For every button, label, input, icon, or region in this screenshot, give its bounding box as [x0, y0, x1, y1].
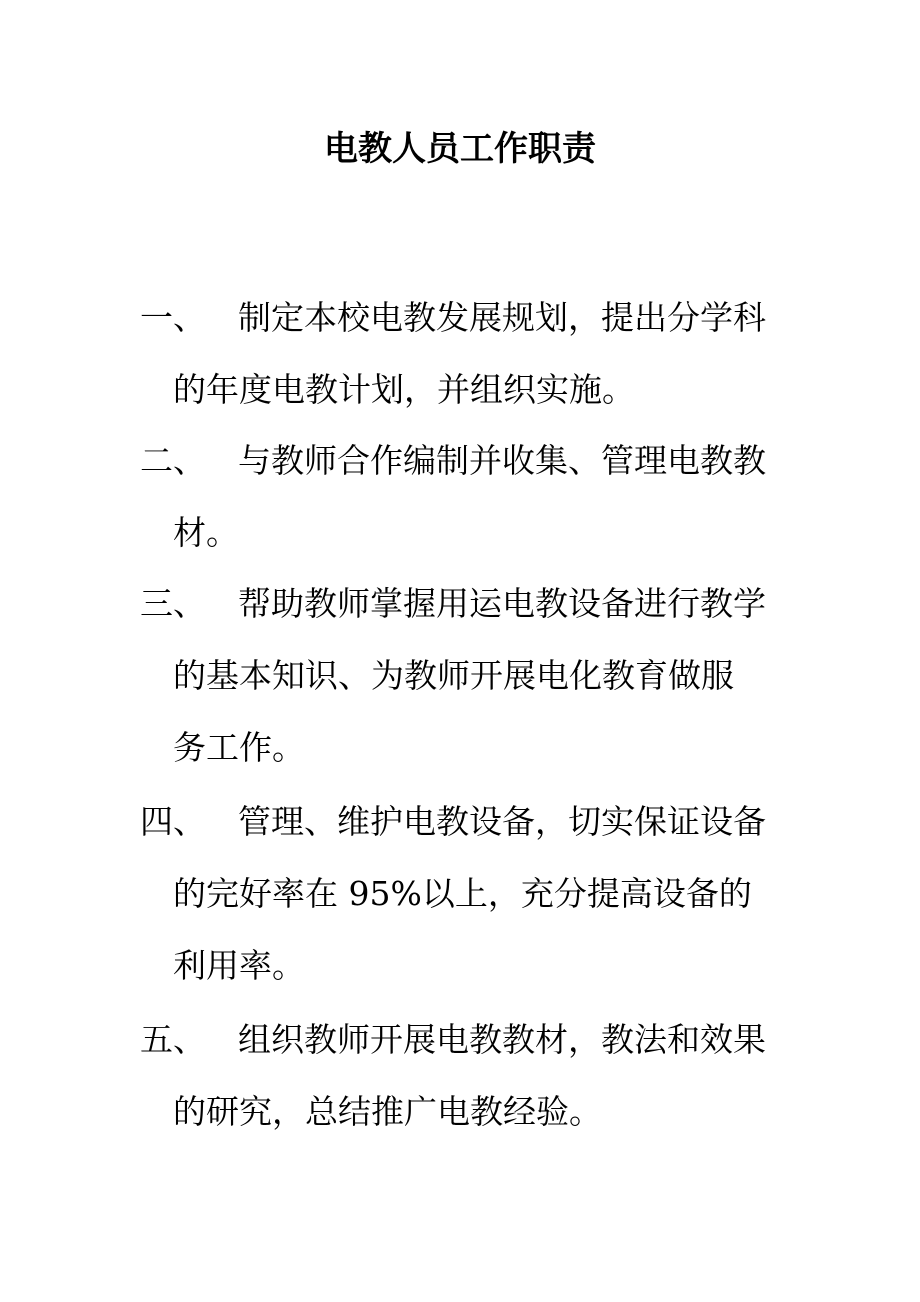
- item-text-line: 利用率。: [173, 946, 305, 985]
- item-text-line: 组织教师开展电教教材，教法和效果: [238, 1020, 766, 1059]
- item-number: 三、: [140, 584, 206, 623]
- item-number: 一、: [140, 298, 206, 337]
- item-text-line: 的完好率在 95%以上，充分提高设备的: [173, 874, 752, 913]
- item-text-line: 材。: [173, 513, 239, 552]
- item-text-line: 的研究，总结推广电教经验。: [173, 1092, 602, 1131]
- item-text-line: 帮助教师掌握用运电教设备进行教学: [238, 584, 766, 623]
- item-number: 五、: [140, 1020, 206, 1059]
- page-title: 电教人员工作职责: [324, 129, 596, 169]
- item-number: 四、: [140, 802, 206, 841]
- item-text-line: 管理、维护电教设备，切实保证设备: [238, 802, 766, 841]
- item-text-line: 与教师合作编制并收集、管理电教教: [238, 441, 766, 480]
- item-text-line: 制定本校电教发展规划，提出分学科: [238, 298, 766, 337]
- item-text-line: 的基本知识、为教师开展电化教育做服: [173, 656, 734, 695]
- item-text-line: 务工作。: [173, 728, 305, 767]
- item-text-line: 的年度电教计划，并组织实施。: [173, 370, 635, 409]
- item-number: 二、: [140, 441, 206, 480]
